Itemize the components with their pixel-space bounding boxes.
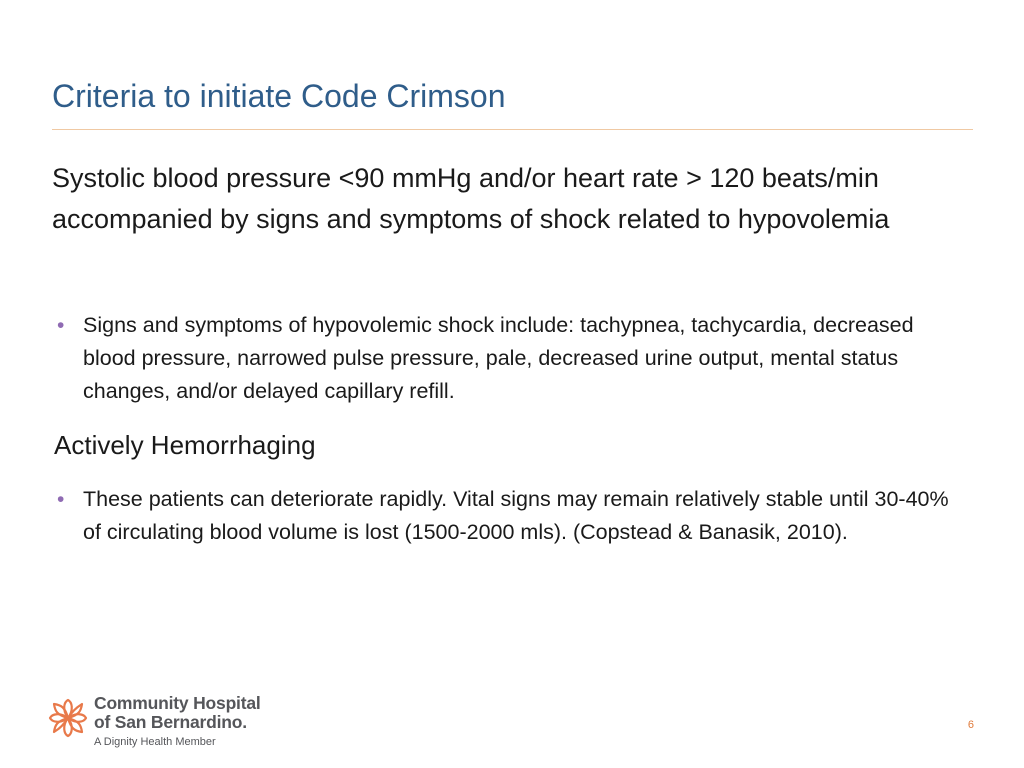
dignity-flower-icon [48,698,88,738]
hospital-logo [48,692,288,752]
lead-paragraph: Systolic blood pressure <90 mmHg and/or heart rate > 120 beats/min accompanied by signs and symptoms of shock related to hypovolemia [52,163,890,234]
bullet-dot-icon: • [57,488,65,511]
logo-line-2: of San Bernardino. [94,712,247,732]
logo-line-1: Community Hospital [94,693,261,713]
bullet-dot-icon: • [57,314,65,337]
title-divider [52,129,973,130]
bullet-item [56,483,966,549]
bullet-text: Signs and symptoms of hypovolemic shock include: tachypnea, tachycardia, decreased blood pressure, narrowed pulse pressure, pale, decreased urine output, mental status changes, and/or delayed capillary refill. [83,313,914,403]
logo-wordmark [94,694,294,750]
bullet-list-hemorrhaging [56,483,966,549]
slide-title: Criteria to initiate Code Crimson [52,78,506,114]
bullet-list-shock-signs [56,309,966,408]
logo-tagline: A Dignity Health Member [94,736,216,748]
bullet-text: These patients can deteriorate rapidly. Vital signs may remain relatively stable until 30-40% of circulating blood volume is lost (1500-2000 mls). (Copstead & Banasik, 2010). [83,487,949,544]
page-number: 6 [967,719,974,731]
bullet-item [56,309,966,408]
subheading-actively-hemorrhaging: Actively Hemorrhaging [54,430,316,460]
